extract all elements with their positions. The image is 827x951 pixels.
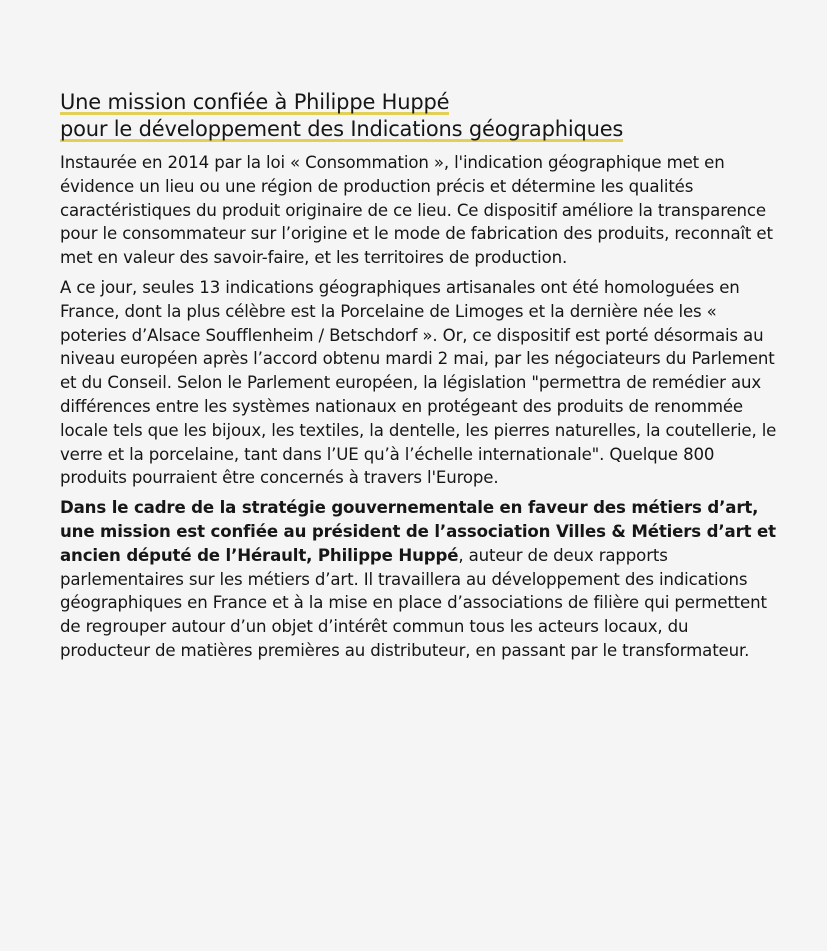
title-line-1: Une mission confiée à Philippe Huppé: [60, 90, 450, 114]
mission-highlight: Dans le cadre de la stratégie gouvernementale en faveur des métiers d’art, une mission est confiée au président de l’association Villes & Métiers d’art et ancien député de l’Hérault, Philippe Huppé: [60, 498, 776, 565]
paragraph-mission: [60, 496, 780, 663]
article-title: [60, 89, 780, 143]
article: [60, 89, 780, 669]
paragraph-intro: Instaurée en 2014 par la loi « Consommation », l'indication géographique met en évidence un lieu ou une région de production précis et détermine les qualités caractéristiques du produit originaire de ce lieu. Ce dispositif améliore la transparence pour le consommateur sur l’origine et le mode de fabrication des produits, reconnaît et met en valeur des savoir-faire, et les territoires de production.: [60, 153, 773, 268]
title-line-2: pour le développement des Indications géographiques: [60, 117, 624, 141]
paragraph-status: A ce jour, seules 13 indications géographiques artisanales ont été homologuées en France, dont la plus célèbre est la Porcelaine de Limoges et la dernière née les « poteries d’Alsace Soufflenheim / Betschdorf ». Or, ce dispositif est porté désormais au niveau européen après l’accord obtenu mardi 2 mai, par les négociateurs du Parlement et du Conseil. Selon le Parlement européen, la législation "permettra de remédier aux différences entre les systèmes nationaux en protégeant des produits de renommée locale tels que les bijoux, les textiles, la dentelle, les pierres naturelles, la coutellerie, le verre et la porcelaine, tant dans l’UE qu’à l’échelle internationale". Quelque 800 produits pourraient être concernés à travers l'Europe.: [60, 277, 777, 488]
mission-details: , auteur de deux rapports parlementaires sur les métiers d’art. Il travaillera au développement des indications géographiques en France et à la mise en place d’associations de filière qui permettent de regrouper autour d’un objet d’intérêt commun tous les acteurs locaux, du producteur de matières premières au distributeur, en passant par le transformateur.: [60, 545, 767, 660]
